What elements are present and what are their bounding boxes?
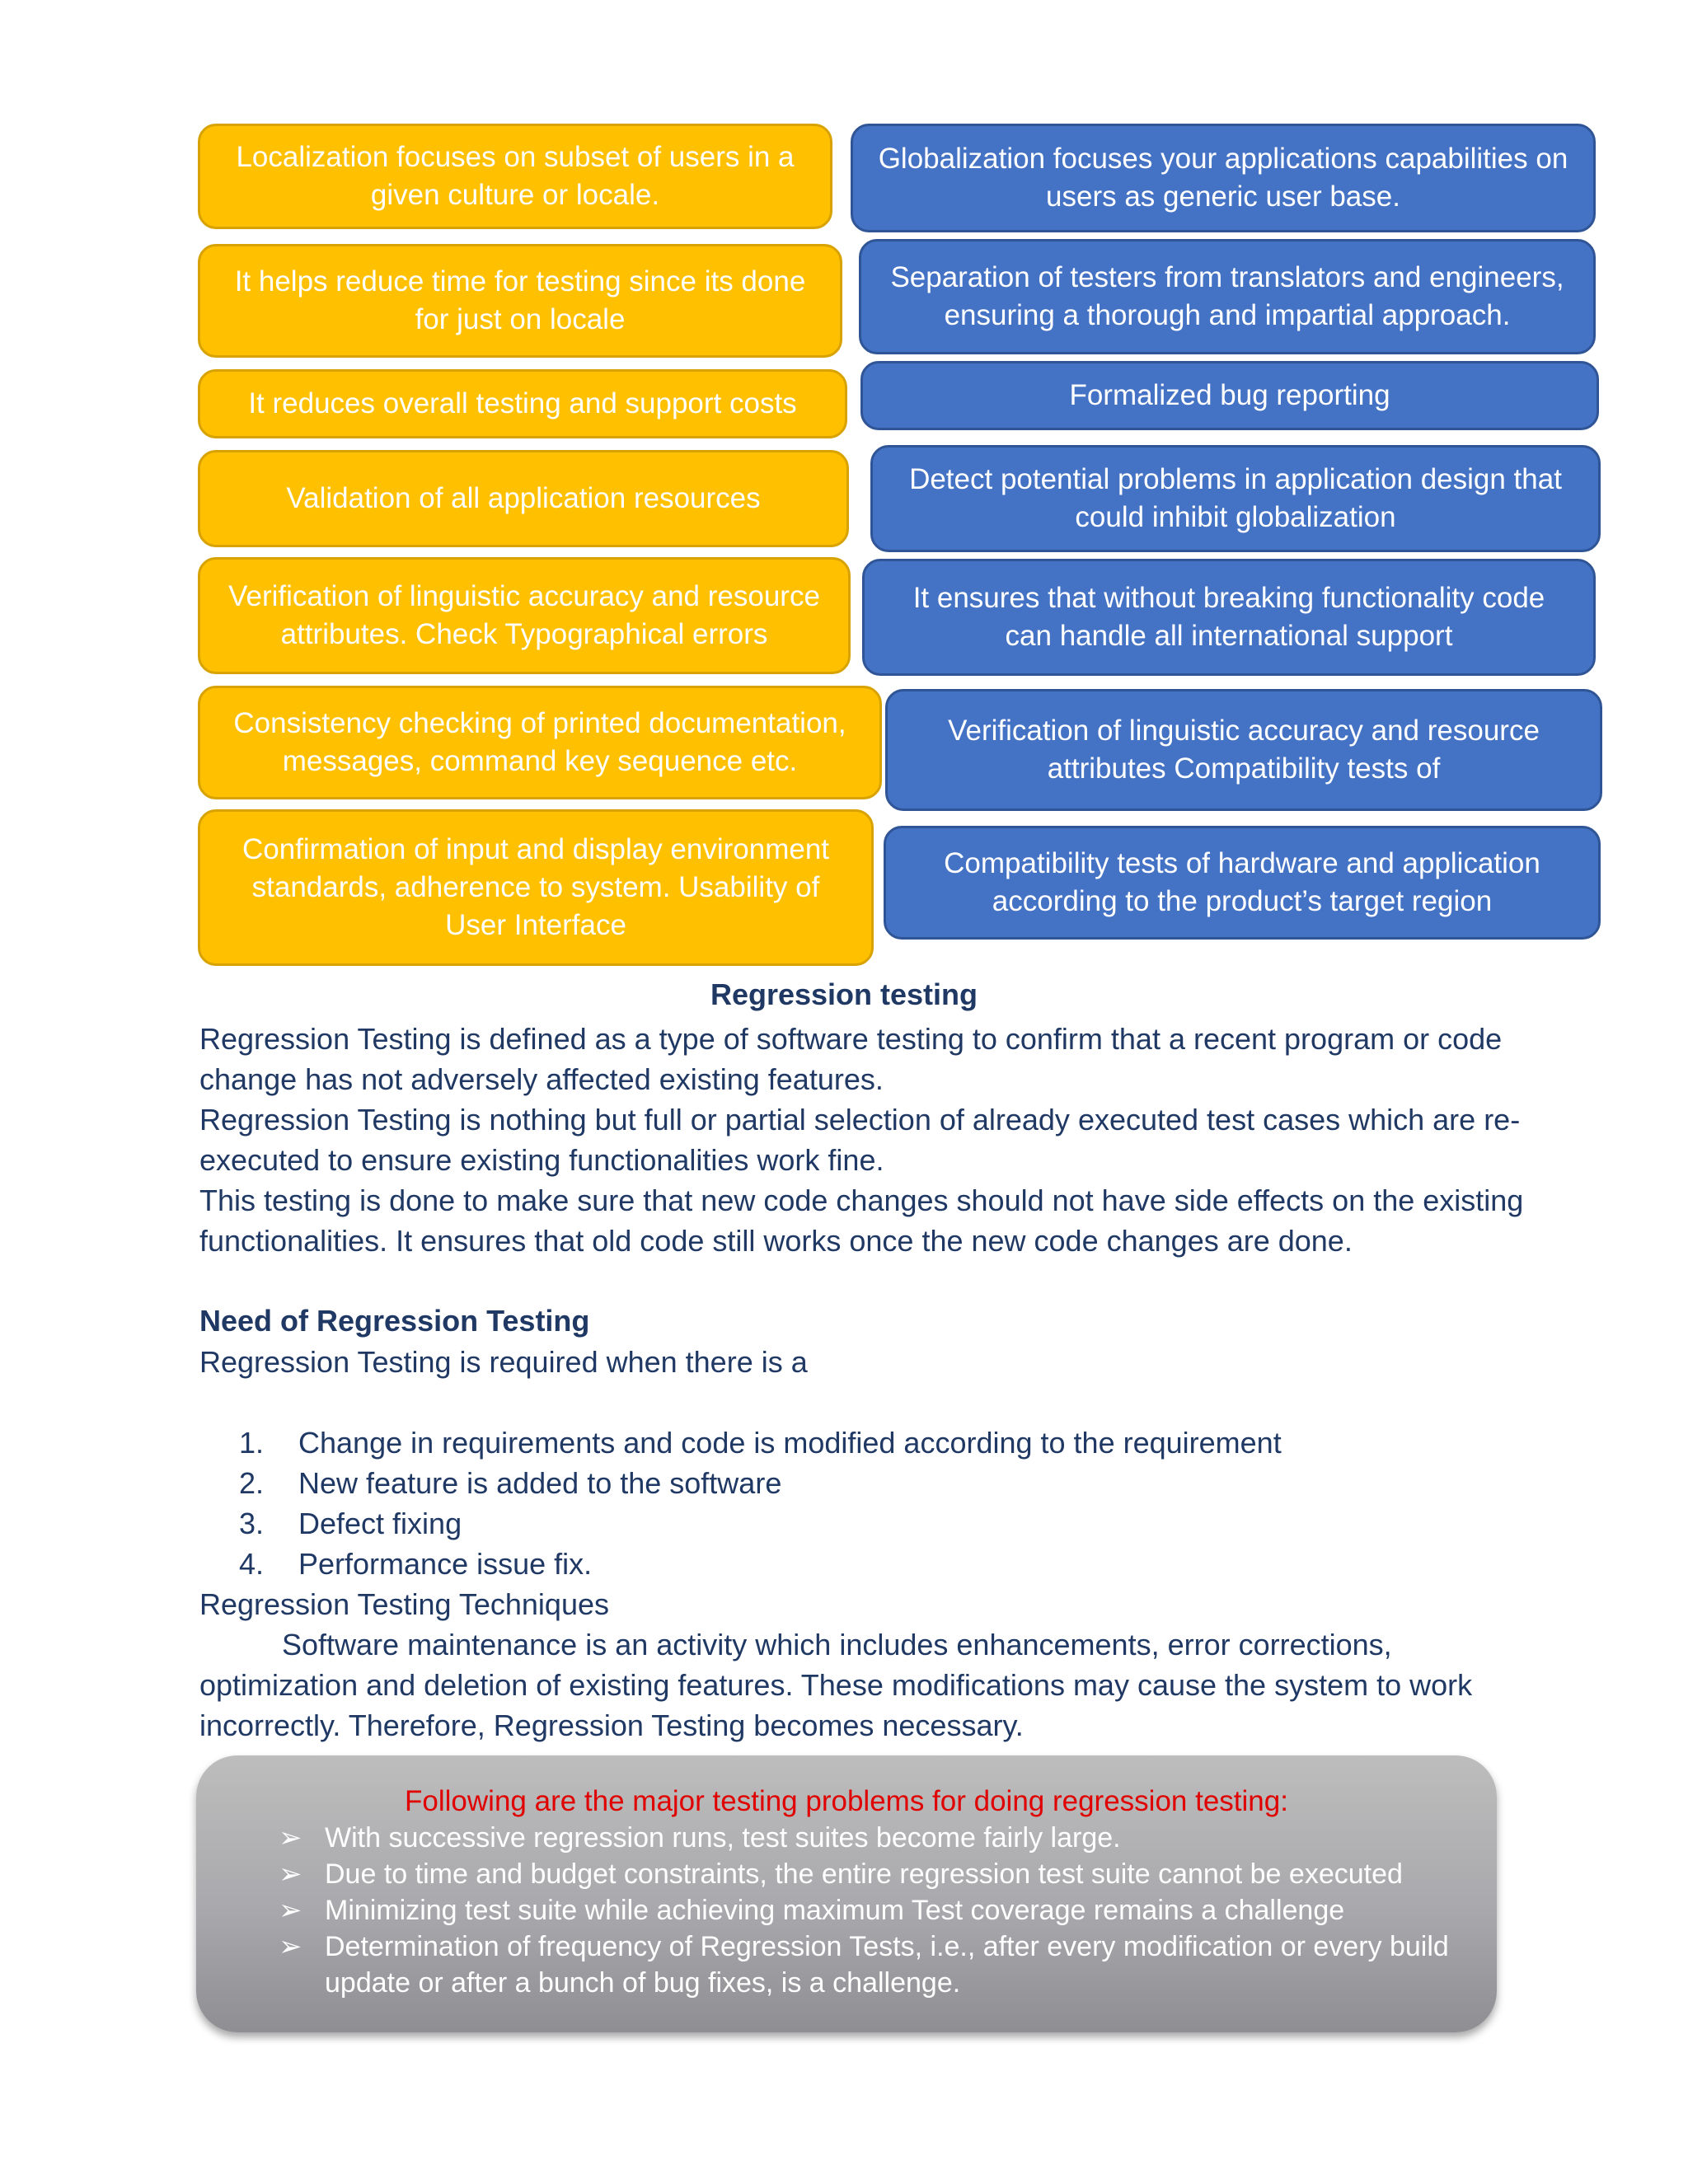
- box-text: Consistency checking of printed documentation, messages, command key sequence etc.: [233, 707, 846, 777]
- techniques-paragraph: Software maintenance is an activity which includes enhancements, error corrections, optimization and deletion of existing features. These modifications may cause the system to work incorrectly. Therefore, Regression Testing becomes necessary.: [199, 1628, 1473, 1742]
- problems-title: Following are the major testing problems for doing regression testing:: [405, 1785, 1288, 1817]
- list-item: [239, 1463, 1475, 1503]
- localization-box-5: [198, 557, 851, 674]
- box-text: It helps reduce time for testing since its done for just on locale: [234, 265, 806, 335]
- globalization-box-4: [870, 445, 1601, 552]
- list-number: 2.: [239, 1466, 265, 1500]
- regression-paragraph-3: This testing is done to make sure that new code changes should not have side effects on the existing functionalities. It ensures that old code still works once the new code changes are done.: [199, 1183, 1524, 1258]
- list-number: 1.: [239, 1426, 265, 1460]
- need-intro: Regression Testing is required when there is a: [199, 1345, 808, 1379]
- globalization-box-5: [862, 559, 1596, 676]
- arrow-bullet-icon: ➢: [279, 1931, 302, 1962]
- problems-panel: [196, 1755, 1497, 2032]
- globalization-box-6: [885, 689, 1602, 811]
- arrow-bullet-icon: ➢: [279, 1822, 302, 1854]
- localization-box-7: [198, 809, 874, 966]
- box-text: It ensures that without breaking functionality code can handle all international support: [912, 582, 1545, 652]
- box-text: Detect potential problems in application design that could inhibit globalization: [909, 463, 1562, 533]
- localization-box-6: [198, 686, 882, 799]
- box-text: Validation of all application resources: [286, 482, 761, 514]
- list-item: [239, 1503, 1475, 1544]
- list-text: New feature is added to the software: [298, 1466, 782, 1500]
- regression-heading: Regression testing: [710, 977, 978, 1011]
- localization-box-2: [198, 244, 842, 358]
- localization-box-4: [198, 450, 849, 547]
- list-item: [279, 1820, 1464, 1856]
- localization-box-3: [198, 369, 847, 438]
- techniques-heading: Regression Testing Techniques: [199, 1587, 609, 1621]
- list-number: 4.: [239, 1547, 265, 1581]
- arrow-bullet-icon: ➢: [279, 1895, 302, 1926]
- list-item: [279, 1856, 1464, 1892]
- list-number: 3.: [239, 1507, 265, 1540]
- list-text: Change in requirements and code is modified according to the requirement: [298, 1426, 1282, 1460]
- list-text: Determination of frequency of Regression Tests, i.e., after every modification or every build update or after a bunch of bug fixes, is a challenge.: [325, 1931, 1449, 1999]
- list-text: Due to time and budget constraints, the entire regression test suite cannot be executed: [325, 1858, 1403, 1890]
- list-item: [279, 1892, 1464, 1929]
- arrow-bullet-icon: ➢: [279, 1858, 302, 1890]
- globalization-box-2: [859, 239, 1596, 354]
- list-text: Performance issue fix.: [298, 1547, 593, 1581]
- box-text: It reduces overall testing and support costs: [248, 387, 797, 419]
- box-text: Formalized bug reporting: [1069, 379, 1390, 411]
- box-text: Globalization focuses your applications capabilities on users as generic user base.: [878, 143, 1568, 213]
- list-text: Defect fixing: [298, 1507, 462, 1540]
- box-text: Confirmation of input and display environment standards, adherence to system. Usability of User Interface: [241, 833, 830, 941]
- box-text: Separation of testers from translators and engineers, ensuring a thorough and impartial approach.: [890, 261, 1564, 331]
- list-text: With successive regression runs, test suites become fairly large.: [325, 1822, 1121, 1854]
- regression-paragraph-1: Regression Testing is defined as a type of software testing to confirm that a recent program or code change has not adversely affected existing features.: [199, 1022, 1503, 1096]
- box-text: Verification of linguistic accuracy and resource attributes. Check Typographical errors: [228, 580, 820, 650]
- box-text: Localization focuses on subset of users in a given culture or locale.: [236, 141, 795, 211]
- list-item: [239, 1544, 1475, 1584]
- need-heading: Need of Regression Testing: [199, 1304, 590, 1338]
- localization-box-1: [198, 124, 832, 229]
- globalization-box-7: [884, 826, 1601, 940]
- need-list: [239, 1422, 1475, 1584]
- problems-list: [279, 1820, 1464, 2001]
- list-text: Minimizing test suite while achieving maximum Test coverage remains a challenge: [325, 1895, 1345, 1926]
- list-item: [239, 1422, 1475, 1463]
- list-item: [279, 1929, 1464, 2001]
- box-text: Compatibility tests of hardware and application according to the product’s target region: [944, 847, 1540, 917]
- globalization-box-1: [851, 124, 1596, 232]
- globalization-box-3: [860, 361, 1599, 430]
- box-text: Verification of linguistic accuracy and resource attributes Compatibility tests of: [948, 715, 1540, 785]
- regression-paragraph-2: Regression Testing is nothing but full or partial selection of already executed test cases which are re-executed to ensure existing functionalities work fine.: [199, 1103, 1521, 1177]
